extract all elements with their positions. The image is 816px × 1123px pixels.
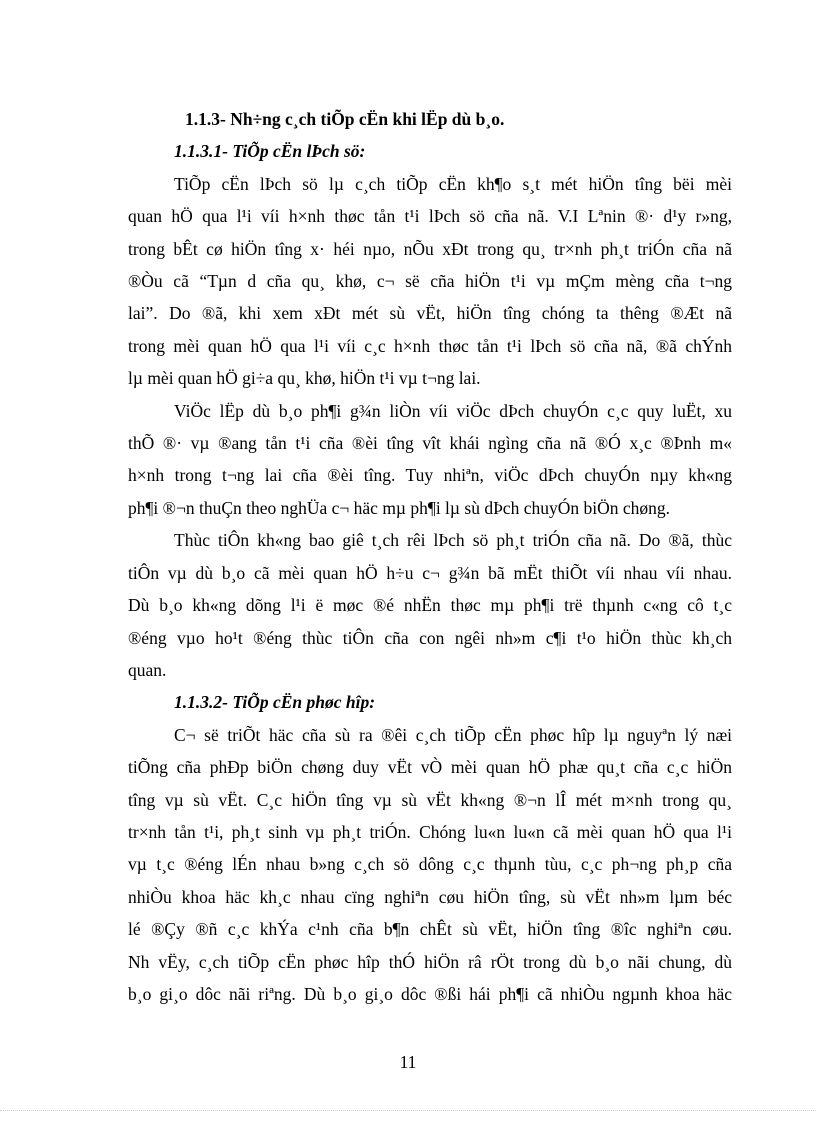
text-line: quan. <box>128 659 167 680</box>
subsection-heading-complex: 1.1.3.2- TiÕp cËn phøc hîp: <box>174 692 376 713</box>
text-line: tîng vµ sù vËt. C¸c hiÖn tîng vµ sù vËt kh«ng ®¬n lÎ mét m×nh trong qu¸ <box>128 789 732 810</box>
text-line: ViÖc lËp dù b¸o ph¶i g¾n liÒn víi viÖc dÞch chuyÓn c¸c quy luËt, xu <box>174 400 732 421</box>
text-line: lé ®Çy ®ñ c¸c khÝa c¹nh cña b¶n chÊt sù vËt, hiÖn tîng ®îc nghiªn cøu. <box>128 919 732 940</box>
text-line: vµ t¸c ®éng lÉn nhau b»ng c¸ch sö dông c¸c thµnh tùu, c¸c ph¬ng ph¸p cña <box>128 854 732 875</box>
text-line: h×nh trong t¬ng lai cña ®èi tîng. Tuy nhiªn, viÖc dÞch chuyÓn nµy kh«ng <box>128 465 732 486</box>
text-line: Thùc tiÔn kh«ng bao giê t¸ch rêi lÞch sö ph¸t triÓn cña nã. Do ®ã, thùc <box>174 530 732 551</box>
section-heading-1-1-3: 1.1.3- Nh÷ng c¸ch tiÕp cËn khi lËp dù b¸o. <box>185 109 505 129</box>
page-number: 11 <box>399 1052 417 1072</box>
paragraph-practice <box>128 524 732 686</box>
text-line: Nh vËy, c¸ch tiÕp cËn phøc hîp thÓ hiÖn râ rÖt trong dù b¸o nãi chung, dù <box>128 951 732 972</box>
paragraph-complex-approach <box>128 719 732 1011</box>
subsection-heading-historical: 1.1.3.1- TiÕp cËn lÞch sö: <box>174 141 366 162</box>
page-edge-divider <box>0 1110 816 1111</box>
text-line: thÕ ®· vµ ®ang tån t¹i cña ®èi tîng vît khái ngìng cña nã ®Ó x¸c ®Þnh m« <box>128 433 732 454</box>
text-line: ph¶i ®¬n thuÇn theo nghÜa c¬ häc mµ ph¶i lµ sù dÞch chuyÓn biÖn chøng. <box>128 497 670 518</box>
text-line: lµ mèi quan hÖ gi÷a qu¸ khø, hiÖn t¹i vµ t¬ng lai. <box>128 368 481 389</box>
text-line: nhiÒu khoa häc kh¸c nhau cïng nghiªn cøu hiÖn tîng, sù vËt nh»m lµm béc <box>128 886 732 907</box>
text-line: ®Òu cã “Tµn d cña qu¸ khø, c¬ së cña hiÖn t¹i vµ mÇm mèng cña t¬ng <box>128 271 732 292</box>
text-line: lai”. Do ®ã, khi xem xÐt mét sù vËt, hiÖn tîng chóng ta thêng ®Æt nã <box>128 303 732 324</box>
paragraph-forecast-shift <box>128 395 732 525</box>
text-line: TiÕp cËn lÞch sö lµ c¸ch tiÕp cËn kh¶o s¸t mét hiÖn tîng bëi mèi <box>174 173 732 194</box>
text-line: b¸o gi¸o dôc nãi riªng. Dù b¸o gi¸o dôc ®ßi hái ph¶i cã nhiÒu ngµnh khoa häc <box>128 983 732 1004</box>
text-line: ®éng vµo ho¹t ®éng thùc tiÔn cña con ngêi nh»m c¶i t¹o hiÖn thùc kh¸ch <box>128 627 732 648</box>
paragraph-historical-approach <box>128 168 732 395</box>
text-line: quan hÖ qua l¹i víi h×nh thøc tån t¹i lÞch sö cña nã. V.I Lªnin ®· d¹y r»ng, <box>128 206 732 227</box>
document-body <box>128 103 732 1010</box>
text-line: trong mèi quan hÖ qua l¹i víi c¸c h×nh thøc tån t¹i lÞch sö cña nã, ®ã chÝnh <box>128 335 732 356</box>
text-line: tiÔn vµ dù b¸o cã mèi quan hÖ h÷u c¬ g¾n bã mËt thiÕt víi nhau víi nhau. <box>128 562 732 583</box>
text-line: tr×nh tån t¹i, ph¸t sinh vµ ph¸t triÓn. Chóng lu«n lu«n cã mèi quan hÖ qua l¹i <box>128 821 732 842</box>
text-line: C¬ së triÕt häc cña sù ra ®êi c¸ch tiÕp cËn phøc hîp lµ nguyªn lý næi <box>174 724 732 745</box>
text-line: Dù b¸o kh«ng dõng l¹i ë møc ®é nhËn thøc mµ ph¶i trë thµnh c«ng cô t¸c <box>128 595 732 616</box>
text-line: tiÕng cña phÐp biÖn chøng duy vËt vÒ mèi quan hÖ phæ qu¸t cña c¸c hiÖn <box>128 757 732 778</box>
text-line: trong bÊt cø hiÖn tîng x· héi nµo, nÕu xÐt trong qu¸ tr×nh ph¸t triÓn cña nã <box>128 238 732 259</box>
